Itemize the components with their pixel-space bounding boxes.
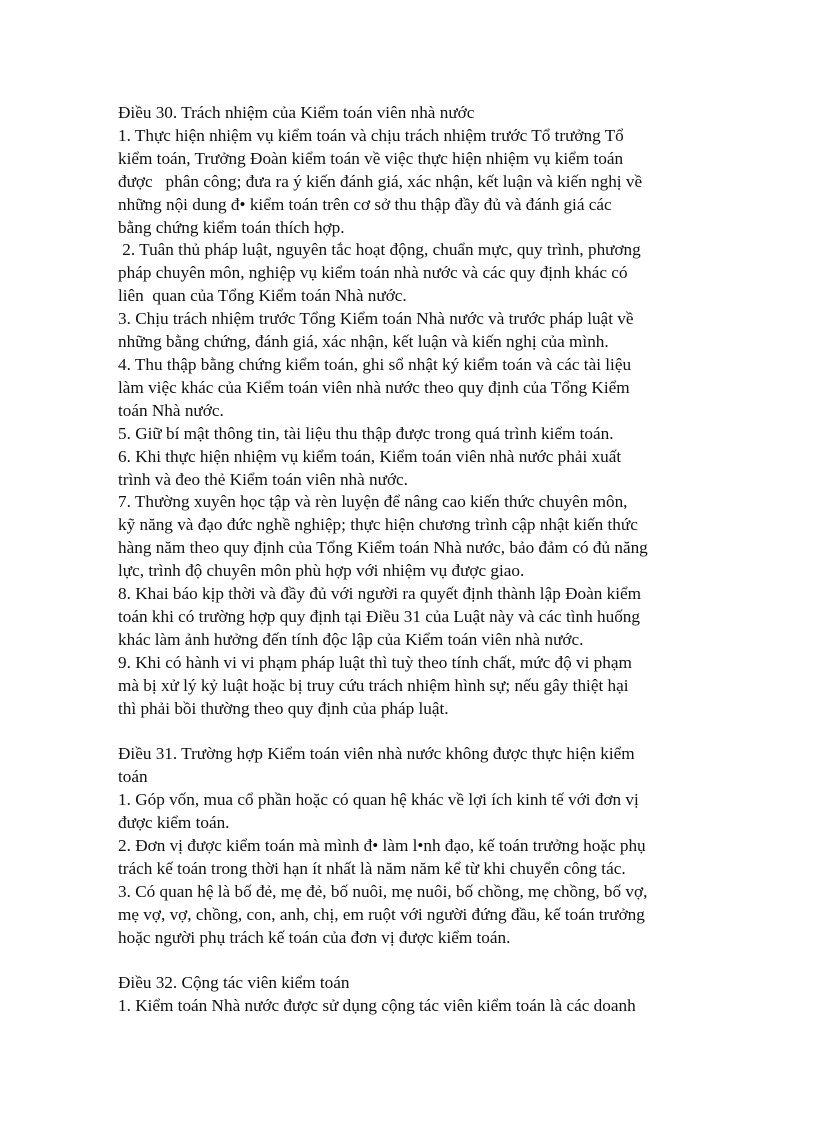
text-line: 3. Có quan hệ là bố đẻ, mẹ đẻ, bố nuôi, mẹ nuôi, bố chồng, mẹ chồng, bố vợ, [118,881,648,901]
text-line: toán khi có trường hợp quy định tại Điều 31 của Luật này và các tình huống [118,606,640,626]
clause-3 [118,881,708,950]
text-line: những nội dung đ• kiểm toán trên cơ sở thu thập đầy đủ và đánh giá các [118,194,612,214]
text-line: lực, trình độ chuyên môn phù hợp với nhiệm vụ được giao. [118,561,525,581]
text-line: những bằng chứng, đánh giá, xác nhận, kết luận và kiến nghị của mình. [118,332,609,352]
clause-7 [118,491,708,583]
clause-9 [118,652,708,721]
clause-4 [118,354,708,423]
article-heading [118,102,708,125]
text-line: làm việc khác của Kiểm toán viên nhà nước theo quy định của Tổng Kiểm [118,377,630,397]
article-heading [118,743,708,789]
text-line: hoặc người phụ trách kế toán của đơn vị được kiểm toán. [118,927,511,947]
clause-5 [118,423,708,446]
article-31 [118,743,708,949]
text-line: liên quan của Tổng Kiểm toán Nhà nước. [118,286,407,306]
text-line: 2. Đơn vị được kiểm toán mà mình đ• làm l•nh đạo, kế toán trưởng hoặc phụ [118,835,646,855]
text-line: mà bị xử lý kỷ luật hoặc bị truy cứu trách nhiệm hình sự; nếu gây thiệt hại [118,675,629,695]
clause-8 [118,583,708,652]
heading-line: Điều 32. Cộng tác viên kiểm toán [118,973,350,993]
clause-2 [118,239,708,308]
text-line: 7. Thường xuyên học tập và rèn luyện để nâng cao kiến thức chuyên môn, [118,492,628,512]
clause-1 [118,995,708,1018]
text-line: 3. Chịu trách nhiệm trước Tổng Kiểm toán Nhà nước và trước pháp luật về [118,309,634,329]
text-line: 2. Tuân thủ pháp luật, nguyên tắc hoạt động, chuẩn mực, quy trình, phương [118,240,641,260]
text-line: khác làm ảnh hưởng đến tính độc lập của Kiểm toán viên nhà nước. [118,629,584,649]
text-line: 6. Khi thực hiện nhiệm vụ kiểm toán, Kiểm toán viên nhà nước phải xuất [118,446,622,466]
text-line: mẹ vợ, vợ, chồng, con, anh, chị, em ruột với người đứng đầu, kế toán trưởng [118,904,645,924]
text-line: 1. Góp vốn, mua cổ phần hoặc có quan hệ khác về lợi ích kinh tế với đơn vị [118,790,639,810]
heading-line: Điều 30. Trách nhiệm của Kiểm toán viên nhà nước [118,103,475,122]
text-line: hàng năm theo quy định của Tổng Kiểm toán Nhà nước, bảo đảm có đủ năng [118,538,648,558]
text-line: 8. Khai báo kịp thời và đầy đủ với người ra quyết định thành lập Đoàn kiểm [118,584,641,604]
article-heading [118,972,708,995]
text-line: 1. Thực hiện nhiệm vụ kiểm toán và chịu trách nhiệm trước Tổ trưởng Tổ [118,125,624,145]
text-line: 9. Khi có hành vi vi phạm pháp luật thì tuỳ theo tính chất, mức độ vi phạm [118,652,632,672]
clause-3 [118,308,708,354]
heading-line: Điều 31. Trường hợp Kiểm toán viên nhà nước không được thực hiện kiểm [118,744,635,764]
text-line: 1. Kiểm toán Nhà nước được sử dụng cộng tác viên kiểm toán là các doanh [118,996,636,1016]
clause-1 [118,125,708,240]
text-line: toán Nhà nước. [118,400,224,420]
text-line: bằng chứng kiểm toán thích hợp. [118,217,345,237]
text-line: 4. Thu thập bằng chứng kiểm toán, ghi sổ nhật ký kiểm toán và các tài liệu [118,354,632,374]
text-line: kiểm toán, Trưởng Đoàn kiểm toán về việc thực hiện nhiệm vụ kiểm toán [118,148,624,168]
article-32 [118,972,708,1018]
text-line: thì phải bồi thường theo quy định của pháp luật. [118,698,449,718]
clause-2 [118,835,708,881]
text-line: kỹ năng và đạo đức nghề nghiệp; thực hiện chương trình cập nhật kiến thức [118,515,638,535]
clause-1 [118,789,708,835]
article-30 [118,102,708,720]
text-line: trách kế toán trong thời hạn ít nhất là năm năm kể từ khi chuyển công tác. [118,858,626,878]
clause-6 [118,446,708,492]
text-line: được kiểm toán. [118,813,230,833]
text-line: trình và đeo thẻ Kiểm toán viên nhà nước. [118,469,408,489]
text-line: pháp chuyên môn, nghiệp vụ kiểm toán nhà nước và các quy định khác có [118,263,628,283]
text-line: 5. Giữ bí mật thông tin, tài liệu thu thập được trong quá trình kiểm toán. [118,423,614,443]
document-page [118,102,708,1018]
text-line: được phân công; đưa ra ý kiến đánh giá, xác nhận, kết luận và kiến nghị về [118,171,643,191]
heading-line: toán [118,767,148,787]
